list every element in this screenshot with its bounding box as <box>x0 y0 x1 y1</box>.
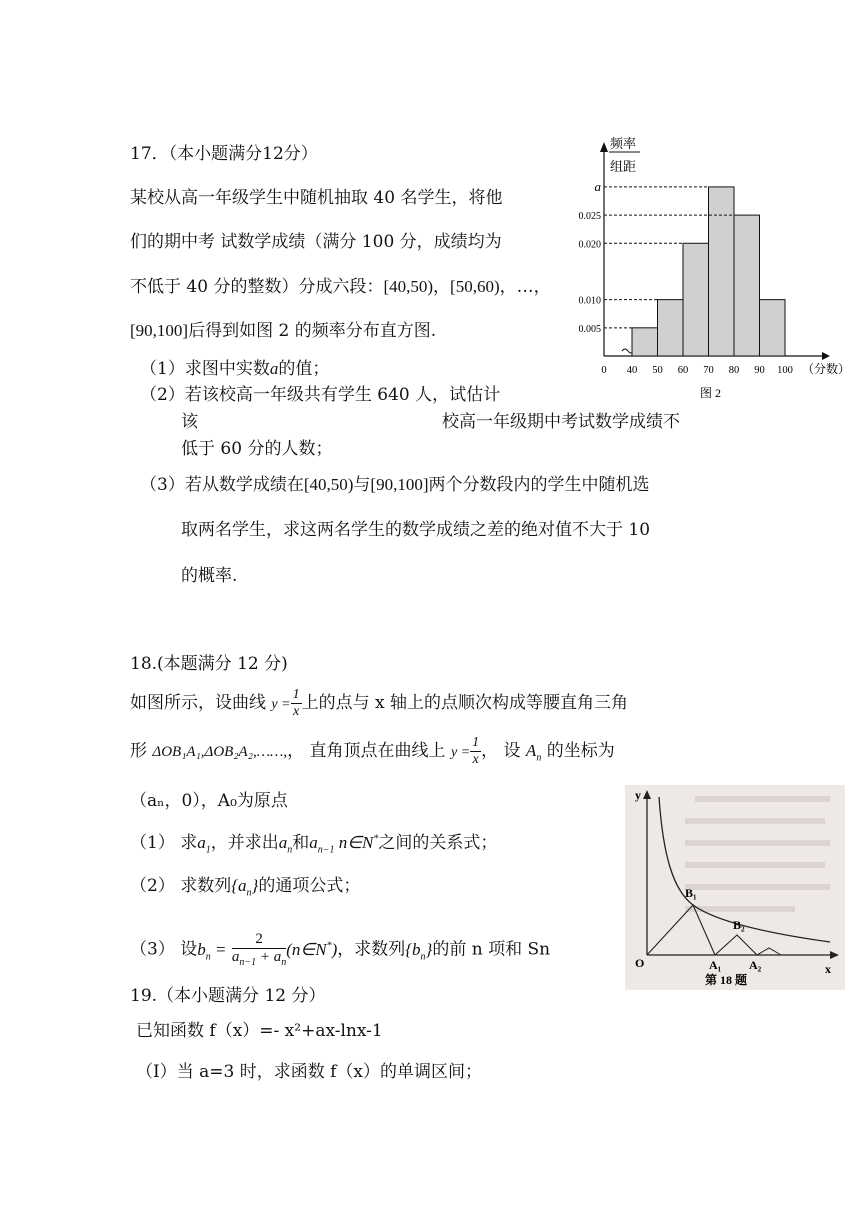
q17-line2: 们的期中考 试数学成绩（满分 100 分，成绩均为 <box>130 232 502 252</box>
label-B1: B₁ <box>685 886 697 900</box>
math-bn: $b_n$ = <box>197 939 227 962</box>
q18-line2-mid: ， 直角顶点在曲线上 <box>287 741 446 761</box>
q17-part3-line3: 的概率. <box>181 566 238 586</box>
histogram-bar <box>709 187 735 356</box>
q18-line1-tail: 上的点与 x 轴上的点顺次构成等腰直角三角 <box>301 693 628 713</box>
x-tick-label: 60 <box>677 365 689 376</box>
q17-part3-line1 <box>140 476 649 494</box>
q18-part1-and: 和 <box>292 833 310 853</box>
y-tick-label: 0.020 <box>578 239 601 251</box>
interval-40-50: [40,50) <box>383 277 434 296</box>
math-y-equals: y = <box>450 745 471 760</box>
figure-caption: 第 18 题 <box>705 973 748 987</box>
math-n-in-N: (n∈N*) <box>286 939 338 959</box>
label-A2: A₂ <box>749 958 762 972</box>
q18-part3-mid: ，求数列 <box>337 939 406 960</box>
q17-part2-line2: 校高一年级期中考试数学成绩不 <box>442 412 680 432</box>
label-O: O <box>635 956 645 970</box>
q17-line3: 不低于 40 分的整数）分成六段：[40,50)，[50,60)，…， <box>130 277 551 297</box>
q17-part1-tail: 的值； <box>278 359 330 379</box>
math-an: $a_n$ <box>278 833 293 856</box>
q18-part2-tail: 的通项公式； <box>258 876 361 896</box>
q17-header: 17．（本小题满分12分） <box>130 144 318 164</box>
interval-90-100: [90,100] <box>130 321 189 340</box>
q18-line2-coord: 的坐标 <box>546 741 598 761</box>
q18-header: 18.(本题满分 12 分) <box>130 654 288 674</box>
q17-part2-line3: 低于 60 分的人数； <box>181 439 333 459</box>
x-tick-label: 80 <box>728 365 740 376</box>
q17-line1: 某校从高一年级学生中随机抽取 40 名学生，将他 <box>130 188 503 208</box>
math-seq-an: $\{a_n\}$ <box>231 876 259 899</box>
label-x: x <box>825 962 831 976</box>
histogram-bar <box>658 300 684 356</box>
q18-line2-wei: 为 <box>597 741 615 761</box>
q17-line4-text: 后得到如图 2 的频率分布直方图. <box>188 321 437 341</box>
math-seq-bn: $\{b_n\}$ <box>405 939 433 962</box>
histogram-bar <box>760 300 786 356</box>
y-tick-label: 0.010 <box>578 295 601 307</box>
q18-part1-text: （1） 求 <box>130 833 198 853</box>
q18-figure <box>625 785 845 990</box>
label-A1: A₁ <box>709 958 722 972</box>
interval-50-60: [50,60) <box>450 277 500 296</box>
math-a1: $a_1$ <box>197 833 211 856</box>
x-tick-label: 40 <box>626 365 638 376</box>
q17-part3-and: 与 <box>353 475 371 495</box>
fraction-2-over-sum: $\frac{2}{a_{n-1} + a_n}$ <box>231 931 287 968</box>
x-axis-arrow <box>822 352 830 360</box>
q18-line2-text: 形 <box>130 741 147 761</box>
q18-line2-set: ， 设 <box>481 741 521 761</box>
q17-part1-text: （1）求图中实数 <box>140 359 270 379</box>
fraction-1-over-x: $\frac{1}{x}$ <box>292 687 300 719</box>
q17-line3-text: 不低于 40 分的整数）分成六段： <box>130 277 384 297</box>
q19-line2: （Ⅰ）当 a=3 时，求函数 f（x）的单调区间； <box>136 1062 483 1082</box>
var-a: a <box>269 359 279 378</box>
interval-90-100: [90,100] <box>370 475 429 494</box>
y-tick-label: 0.005 <box>578 323 601 335</box>
q17-part3-text: （3）若从数学成绩在 <box>140 475 304 495</box>
q18-line1-text: 如图所示，设曲线 <box>130 693 266 713</box>
histogram-bar <box>632 328 658 356</box>
x-tick-label: 50 <box>652 365 663 376</box>
q17-line3-ellipsis: ，…， <box>499 277 551 297</box>
q17-part2-line1: （2）若该校高一年级共有学生 640 人，试估计 <box>140 385 501 405</box>
y-axis-arrow <box>600 142 608 152</box>
q18-part3-text: （3） 设 <box>130 939 198 960</box>
q17-part3-tail: 两个分数段内的学生中随机选 <box>428 475 650 495</box>
q18-part1-tail: 之间的关系式； <box>378 833 498 853</box>
math-an-minus-1: $a_{n-1}$ n∈N* <box>309 833 379 856</box>
q18-line2 <box>130 736 615 767</box>
q17-part1 <box>140 360 329 378</box>
q18-part2 <box>130 877 360 898</box>
x-label: （分数） <box>802 362 851 376</box>
x-tick-label: 100 <box>777 365 793 376</box>
q18-part1 <box>130 834 497 855</box>
q19-header: 19.（本小题满分 12 分） <box>130 986 326 1006</box>
q18-line3: （aₙ，0），A₀为原点 <box>130 791 288 811</box>
q17-part2-word: 该 <box>181 412 198 432</box>
interval-40-50: [40,50) <box>303 475 354 494</box>
y-tick-label: a <box>594 178 601 194</box>
q18-part1-mid: ，并求出 <box>210 833 279 853</box>
frequency-histogram <box>560 130 860 400</box>
math-An: $A_n$ <box>525 741 542 764</box>
x-tick-label: 0 <box>601 365 607 376</box>
label-y: y <box>635 788 641 802</box>
chart-caption: 图 2 <box>700 386 722 400</box>
q17-part3-line2: 取两名学生，求这两名学生的数学成绩之差的绝对值不大于 10 <box>181 520 651 540</box>
y-label-bottom: 组距 <box>610 159 637 174</box>
q18-line1 <box>130 688 628 719</box>
q18-part3 <box>130 932 550 968</box>
y-tick-label: 0.025 <box>578 211 601 223</box>
label-B2: B₂ <box>733 918 745 932</box>
q17-line4 <box>130 322 436 340</box>
q18-part3-tail: 的前 n 项和 Sn <box>432 939 551 960</box>
histogram-bar <box>734 215 760 356</box>
histogram-bar <box>683 243 709 356</box>
q18-part2-text: （2） 求数列 <box>130 876 232 896</box>
triangle-sequence: ΔOB₁A₁,ΔOB₂A₂,……, <box>152 744 288 760</box>
x-tick-label: 90 <box>754 365 765 376</box>
y-label-top: 频率 <box>610 136 637 151</box>
x-tick-label: 70 <box>703 365 714 376</box>
math-y-equals: y = <box>271 697 291 712</box>
fraction-1-over-x: $\frac{1}{x}$ <box>472 735 480 767</box>
q19-line1: 已知函数 f（x）=- x²+ax-lnx-1 <box>136 1021 383 1041</box>
